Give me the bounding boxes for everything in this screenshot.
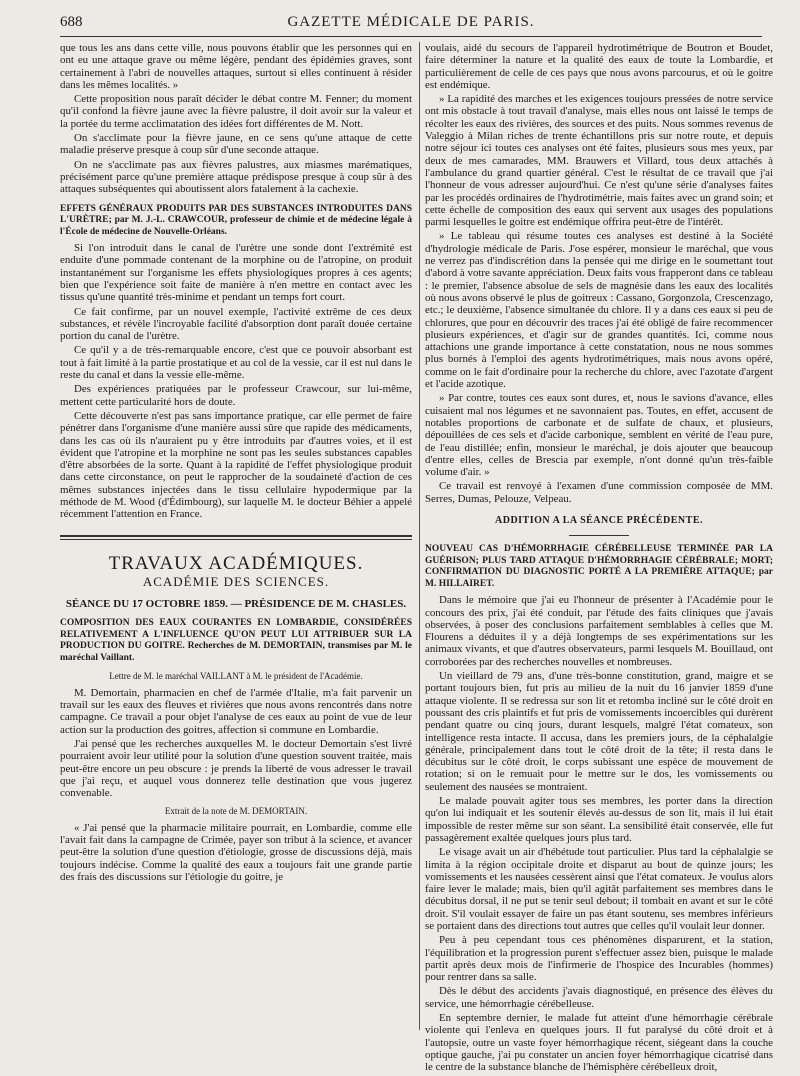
section-title: TRAVAUX ACADÉMIQUES. bbox=[108, 552, 364, 574]
paragraph: Ce fait confirme, par un nouvel exemple, l'activité extrême de ces deux substances, et révèle l'incroyable facilité d'absorption dont paraît douée certaine portion du canal de l'urètre. bbox=[60, 305, 412, 343]
extract-heading: Extrait de la note de M. DEMORTAIN. bbox=[164, 806, 308, 817]
paragraph: Le malade pouvait agiter tous ses membres, les porter dans la direction qu'on lui indiquait et les soutenir élevés au-dessus de son lit, mais il lui était impossible de rester même sur son séant. La sensibilité était conservée, elle fut passagèrement exaltée quelques jours plus tard. bbox=[425, 795, 773, 844]
section-separator bbox=[60, 535, 412, 540]
addition-title: ADDITION A LA SÉANCE PRÉCÉDENTE. bbox=[495, 514, 703, 526]
paragraph: Des expériences pratiquées par le professeur Crawcour, sur lui-même, mettent cette particularité hors de doute. bbox=[60, 383, 412, 408]
paragraph: « J'ai pensé que la pharmacie militaire pourrait, en Lombardie, comme elle l'avait fait dans la campagne de Crimée, payer son tribut à la science, et avancer peut-être la solution d'une question d'étiologie, grosse de discussions déjà, mais toujours indécise. Comme la qualité des eaux a toujours fait une grande partie des frais des discussions sur l'étiologie du goitre, je bbox=[60, 821, 412, 883]
page-header bbox=[60, 10, 762, 36]
paragraph: Cette découverte n'est pas sans importance pratique, car elle permet de faire pénétrer dans l'organisme d'une manière aussi sûre que rapide des médicaments, dans les cas où ils n'auraient pu y être introduits par d'autres voies, et il est évident que l'atropine et la morphine ne sont pas les seules substances capables d'être absorbées de la sorte. Quant à la rapidité de l'effet physiologique produit dans cette circonstance, on peut le rapprocher de la soudaineté d'action de ces mêmes substances injectées dans le tissu cellulaire hypodermique par la méthode de M. Wood (d'Édimbourg), sur laquelle M. le docteur Béhier a appelé récemment l'attention en France. bbox=[60, 409, 412, 521]
paragraph: On s'acclimate pour la fièvre jaune, en ce sens qu'une attaque de cette maladie préserve presque à coup sûr d'une seconde attaque. bbox=[60, 132, 412, 157]
paragraph: que tous les ans dans cette ville, nous pouvons établir que les personnes qui en ont eu une attaque grave ou même légère, pendant des épidémies graves, sont certainement à l'abri de nouvelles attaques, surtout si elles continuent à résider dans les mêmes localités. » bbox=[60, 42, 412, 91]
paragraph: On ne s'acclimate pas aux fièvres palustres, aux miasmes marématiques, précisément parce qu'une première attaque prédispose presque à coup sûr à des attaques subséquentes qui aboutissent alors fatalement à la cachexie. bbox=[60, 158, 412, 196]
paragraph: voulais, aidé du secours de l'appareil hydrotimétrique de Boutron et Boudet, faire déterminer la nature et la qualité des eaux de toute la Lombardie, et particulièrement de celle de ces pays que nous avons parcourus, et où le goitre est endémique. bbox=[425, 42, 773, 91]
letter-heading: Lettre de M. le maréchal VAILLANT à M. le président de l'Académie. bbox=[109, 671, 363, 682]
paragraph: Cette proposition nous paraît décider le débat contre M. Fenner; du moment qu'il confond la fièvre jaune avec la fièvre palustre, il doit avoir sur la valeur et la portée du terme acclimatation des idées fort différentes de M. Nott. bbox=[60, 93, 412, 130]
article-heading: NOUVEAU CAS D'HÉMORRHAGIE CÉRÉBELLEUSE TERMINÉE PAR LA GUÉRISON; PLUS TARD ATTAQUE D'HÉMORRHAGIE CÉRÉBRALE; MORT; CONFIRMATION DU DIAGNOSTIC PORTÉ A LA PREMIÈRE ATTAQUE; par M. HILLAIRET. bbox=[425, 544, 773, 589]
column-divider bbox=[419, 42, 420, 1030]
section-subtitle: ACADÉMIE DES SCIENCES. bbox=[142, 573, 330, 589]
paragraph: Ce qu'il y a de très-remarquable encore, c'est que ce pouvoir absorbant est tout à fait limité à la partie prostatique et au col de la vessie, car il est nul dans le reste du canal et dans la vessie elle-même. bbox=[60, 344, 412, 382]
short-rule bbox=[569, 535, 629, 536]
header-rule bbox=[60, 36, 762, 37]
journal-title: GAZETTE MÉDICALE DE PARIS. bbox=[287, 14, 535, 30]
paragraph: En septembre dernier, le malade fut atteint d'une hémorrhagie cérébrale violente qui l'enleva en quelques jours. Il fut paralysé du côté droit et à l'autopsie, outre un vaste foyer hémorrhagique récent, siégeant dans la couche optique gauche, j'ai pu constater un ancien foyer hémorrhagique cicatrisé dans le centre de la substance blanche de l'hémisphère cérébelleux droit, bbox=[425, 1012, 773, 1074]
article-heading: COMPOSITION DES EAUX COURANTES EN LOMBARDIE, CONSIDÉRÉES RELATIVEMENT A L'INFLUENCE QU'ON PEUT LUI ATTRIBUER SUR LA PRODUCTION DU GOITRE. Recherches de M. DEMORTAIN, transmises par M. le maréchal Vaillant. bbox=[60, 618, 412, 663]
paragraph: M. Demortain, pharmacien en chef de l'armée d'Italie, m'a fait parvenir un travail sur les eaux des fleuves et rivières que nous avons rencontrés dans notre campagne. Ce travail a pour objet l'analyse de ces eaux au point de vue de leur action sur la production des goitres, affection si commune en Lombardie. bbox=[60, 686, 412, 736]
paragraph: J'ai pensé que les recherches auxquelles M. le docteur Demortain s'est livré pourraient avoir leur utilité pour la solution d'une question souvent traitée, mais peut-être encore un peu obscure : je prends la liberté de vous adresser le travail que j'ai reçu, et auquel vous donnerez telle destination que vous jugerez convenable. bbox=[60, 737, 412, 800]
paragraph: » Par contre, toutes ces eaux sont dures, et, nous le savions d'avance, elles cuisaient mal nos légumes et ne savonnaient pas. Toutes, en effet, accusent de notables proportions de carbonate et de sulfate de chaux, et plusieurs, dépouillées de ces sels et d'acide carbonique, semblent en vérité de l'eau pure, de l'eau distillée; enfin, monsieur le maréchal, je dois ajouter que beaucoup d'entre elles, celles de Brescia par exemple, n'ont donné qu'un très-faible volume d'air. » bbox=[425, 392, 773, 479]
left-column bbox=[60, 42, 412, 885]
paragraph: Peu à peu cependant tous ces phénomènes disparurent, et la station, l'équilibration et la progression purent s'effectuer assez bien, puisque le malade partit après deux mois de l'infirmerie de l'hospice des Incurables (hommes) pour rentrer dans sa salle. bbox=[425, 934, 773, 984]
paragraph: Ce travail est renvoyé à l'examen d'une commission composée de MM. Serres, Dumas, Pelouze, Velpeau. bbox=[425, 480, 773, 505]
paragraph: Dans le mémoire que j'ai eu l'honneur de présenter à l'Académie pour le concours des prix, j'ai été conduit, par l'étude des faits cliniques que j'avais observées, à poser des conclusions parfaitement semblables à celles que M. Flourens a déduites il y a déjà longtemps de ses expérimentations sur les animaux vivants, et que d'autres observateurs, parmi lesquels M. Bouillaud, ont corroborées par des recherches nouvelles et nombreuses. bbox=[425, 594, 773, 668]
article-heading: EFFETS GÉNÉRAUX PRODUITS PAR DES SUBSTANCES INTRODUITES DANS L'URÈTRE; par M. J.-L. CRAWCOUR, professeur de chimie et de médecine légale à l'École de médecine de Nouvelle-Orléans. bbox=[60, 203, 412, 237]
paragraph: Le visage avait un air d'hébétude tout particulier. Plus tard la céphalalgie se limita à la région occipitale droite et disparut au bout de quinze jours; les vomissements et les nausées cessèrent ainsi que l'état comateux. Je voulus alors faire lever le malade; mais, bien qu'il agitât parfaitement ses membres dans le décubitus dorsal, il ne put se tenir seul debout; il tombait en avant et sur le côté droit. S'il voulait essayer de faire un pas étant soutenu, ses membres inférieurs se portaient dans des directions tout autres que celles qu'il voulait leur donner. bbox=[425, 846, 773, 932]
paragraph: Si l'on introduit dans le canal de l'urètre une sonde dont l'extrémité est enduite d'une pommade contenant de la morphine ou de l'atropine, on produit instantanément sur l'organisme les effets physiologiques propres à ces agents; bien que l'expérience soit faite de manière à n'en mettre en contact avec les tissus qu'une quantité très-minime et pendant un temps fort court. bbox=[60, 242, 412, 304]
seance-line: SÉANCE DU 17 OCTOBRE 1859. — PRÉSIDENCE DE M. CHASLES. bbox=[65, 598, 407, 611]
right-column bbox=[425, 42, 773, 1076]
paragraph: » Le tableau qui résume toutes ces analyses est destiné à la Société d'hydrologie médicale de Paris. J'ose espérer, monsieur le maréchal, que vous ne verrez pas d'indiscrétion dans la pensée qui me dirige en le soumettant tout d'abord à votre savante appréciation. Deux faits vous frapperont dans ce tableau : le premier, l'absence absolue de sels de magnésie dans les eaux des localités où nous avons observé le plus de goitreux : Cassano, Gorgonzola, Crescenzago, etc.; le deuxième, l'absence simultanée du chlore. Il y a dans ces eaux si peu de chlorures, que pour en découvrir des traces j'ai été obligé de faire recommencer plusieurs expériences, et d'agir sur de grandes quantités. Ici, comme nous attachions une grande importance à cette constatation, nous ne nous sommes plus bornés à l'emploi des agents hydrotimétriques, mais nous avons opéré, comme on le fait d'ordinaire pour la recherche du chlore, avec l'azotate d'argent et l'acide azotique. bbox=[425, 230, 773, 391]
paragraph: Un vieillard de 79 ans, d'une très-bonne constitution, grand, maigre et se portant toujours bien, fut pris au milieu de la nuit du 16 janvier 1859 d'une attaque violente. Il se redressa sur son lit et retomba incliné sur le côté droit en poussant des cris plaintifs et fut pris de vomissements incoercibles qui durèrent pendant quatre ou cinq jours, durant lesquels, malgré l'état comateux, son intelligence resta intacte. Il accusa, dans les premiers jours, de la céphalalgie générale, principalement dans tout le côté droit de la tête; il resta dans le décubitus sur le côté droit, le corps subissant une espèce de mouvement de rotation; si on le remuait pour le mettre sur le dos, les vomissements ou seulement des nausées se montraient. bbox=[425, 670, 773, 793]
paragraph: » La rapidité des marches et les exigences toujours pressées de notre service ont mis obstacle à tout travail d'analyse, mais elles nous ont laissé le temps de récolter les eaux des rivières, des sources et des puits. Nous sommes revenus de Valeggio à Milan riches de trente échantillons pris sur notre route, et depuis notre séjour ici toutes ces analyses ont été faites, plusieurs sous mes yeux, par deux de mes camarades, MM. Brauwers et Villard, tous deux attachés à l'ambulance du grand quartier général. C'est le résultat de ce travail que j'ai l'honneur de vous adresser aujourd'hui. Ce n'est qu'une série d'analyses faites par les procédés ordinaires de l'hydrotimétrie, mais faites avec un grand soin; et cette échelle de composition des eaux qui servent aux usages des populations parmi lesquelles le goitre est endémique offrira peut-être de l'intérêt. bbox=[425, 93, 773, 229]
paragraph: Dès le début des accidents j'avais diagnostiqué, en présence des élèves du service, une hémorrhagie cérébelleuse. bbox=[425, 985, 773, 1010]
page-number: 688 bbox=[60, 14, 83, 30]
